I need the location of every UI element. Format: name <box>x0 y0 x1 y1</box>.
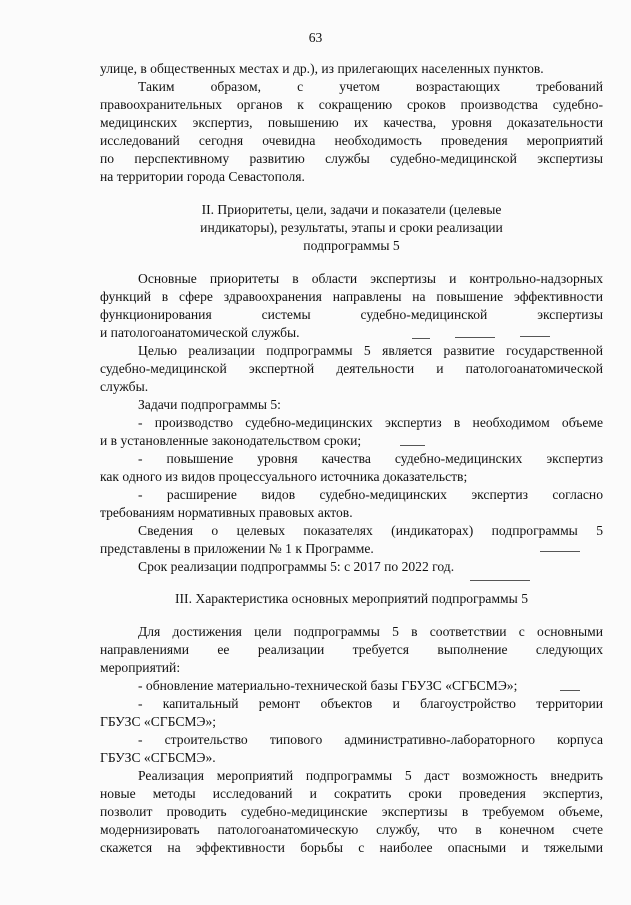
paragraph-line: функций в сфере здравоохранения направлены на повышение эффективности <box>100 289 603 304</box>
paragraph-line: Сведения о целевых показателях (индикаторах) подпрограммы 5 <box>138 523 603 538</box>
list-item: - обновление материально-технической базы ГБУЗС «СГБСМЭ»; <box>138 678 518 693</box>
paragraph-line: исследований сегодня очевидна необходимость проведения мероприятий <box>100 133 603 148</box>
section-heading: подпрограммы 5 <box>303 238 400 253</box>
list-item: как одного из видов процессуального источника доказательств; <box>100 469 468 484</box>
paragraph-line: медицинских экспертиз, повышению их качества, уровня доказательности <box>100 115 603 130</box>
list-item: - производство судебно-медицинских экспертиз в необходимом объеме <box>138 415 603 430</box>
scan-artifact <box>520 336 550 337</box>
paragraph-line: Для достижения цели подпрограммы 5 в соответствии с основными <box>138 624 603 639</box>
paragraph-line: скажется на эффективности борьбы с наиболее опасными и тяжелыми <box>100 840 603 855</box>
section-heading: индикаторы), результаты, этапы и сроки реализации <box>200 220 503 235</box>
list-item: ГБУЗС «СГБСМЭ»; <box>100 714 217 729</box>
section-heading: III. Характеристика основных мероприятий подпрограммы 5 <box>175 591 528 606</box>
paragraph-line: новые методы исследований и сократить сроки проведения экспертиз, <box>100 786 603 801</box>
paragraph-line: службы. <box>100 379 149 394</box>
list-item: и в установленные законодательством сроки; <box>100 433 362 448</box>
scan-artifact <box>560 690 580 691</box>
scan-artifact <box>540 551 580 552</box>
paragraph-line: судебно-медицинской экспертной деятельности и патологоанатомической <box>100 361 603 376</box>
section-heading: II. Приоритеты, цели, задачи и показатели (целевые <box>201 202 502 217</box>
paragraph-line: функционирования системы судебно-медицинской экспертизы <box>100 307 603 322</box>
list-item: - строительство типового административно-лабораторного корпуса <box>138 732 603 747</box>
paragraph-line: позволит проводить судебно-медицинские экспертизы в требуемом объеме, <box>100 804 603 819</box>
paragraph-line: улице, в общественных местах и др.), из прилегающих населенных пунктов. <box>100 61 544 76</box>
paragraph-line: правоохранительных органов к сокращению сроков производства судебно- <box>100 97 603 112</box>
scan-artifact <box>455 337 495 338</box>
list-item: ГБУЗС «СГБСМЭ». <box>100 750 216 765</box>
paragraph-line: Основные приоритеты в области экспертизы и контрольно-надзорных <box>138 271 603 286</box>
paragraph-line: Задачи подпрограммы 5: <box>138 397 281 412</box>
list-item: - капитальный ремонт объектов и благоустройство территории <box>138 696 603 711</box>
paragraph-line: направлениями ее реализации требуется выполнение следующих <box>100 642 603 657</box>
paragraph-line: Реализация мероприятий подпрограммы 5 даст возможность внедрить <box>138 768 603 783</box>
page-number: 63 <box>308 30 323 45</box>
paragraph-line: представлены в приложении № 1 к Программе. <box>100 541 374 556</box>
list-item: - повышение уровня качества судебно-медицинских экспертиз <box>138 451 603 466</box>
list-item: - расширение видов судебно-медицинских экспертиз согласно <box>138 487 603 502</box>
paragraph-line: Таким образом, с учетом возрастающих требований <box>138 79 603 94</box>
paragraph-line: мероприятий: <box>100 660 181 675</box>
scan-artifact <box>412 338 430 339</box>
paragraph-line: на территории города Севастополя. <box>100 169 305 184</box>
paragraph-line: по перспективному развитию службы судебно-медицинской экспертизы <box>100 151 603 166</box>
paragraph-line: модернизировать патологоанатомическую службу, что в конечном счете <box>100 822 603 837</box>
paragraph-line: Целью реализации подпрограммы 5 является развитие государственной <box>138 343 603 358</box>
list-item: требованиям нормативных правовых актов. <box>100 505 353 520</box>
scan-artifact <box>470 580 530 581</box>
paragraph-line: и патологоанатомической службы. <box>100 325 300 340</box>
scan-artifact <box>400 445 425 446</box>
paragraph-line: Срок реализации подпрограммы 5: с 2017 по 2022 год. <box>138 559 455 574</box>
